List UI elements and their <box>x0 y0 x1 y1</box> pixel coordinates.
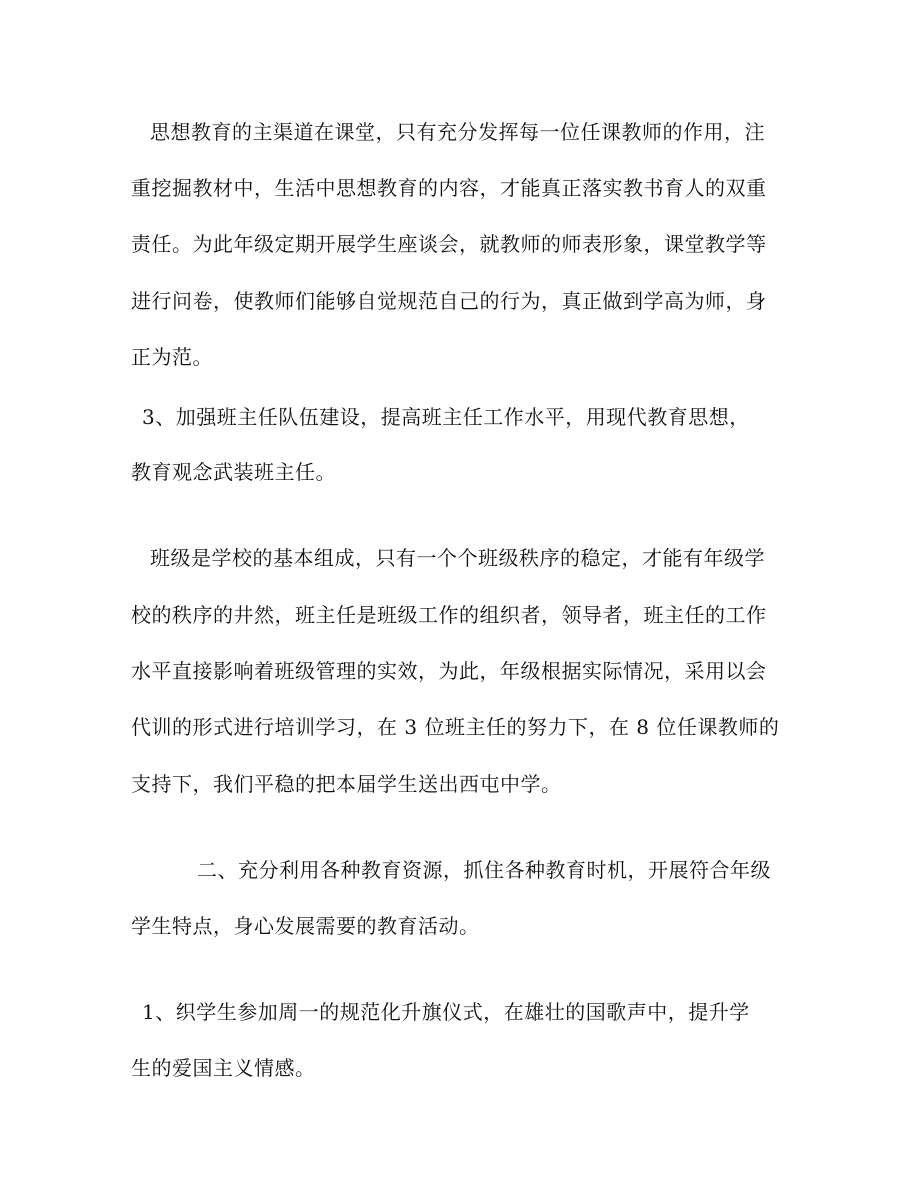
paragraph-3-line-2: 校的秩序的井然，班主任是班级工作的组织者，领导者，班主任的工作 <box>131 603 767 627</box>
paragraph-4-line-1: 二、充分利用各种教育资源，抓住各种教育时机，开展符合年级 <box>197 858 771 882</box>
paragraph-2-line-2: 教育观念武装班主任。 <box>131 460 336 484</box>
paragraph-1-line-5: 正为范。 <box>131 345 213 369</box>
paragraph-1-line-2: 重挖掘教材中，生活中思想教育的内容，才能真正落实教书育人的双重 <box>131 176 767 200</box>
paragraph-5-line-2: 生的爱国主义情感。 <box>131 1056 316 1080</box>
paragraph-2-line-1: 3、加强班主任队伍建设，提高班主任工作水平，用现代教育思想， <box>142 405 750 429</box>
paragraph-5-line-1: 1、织学生参加周一的规范化升旗仪式，在雄壮的国歌声中，提升学 <box>142 1000 750 1024</box>
paragraph-3-line-4: 代训的形式进行培训学习，在 3 位班主任的努力下，在 8 位任课教师的 <box>131 715 780 739</box>
paragraph-1-line-3: 责任。为此年级定期开展学生座谈会，就教师的师表形象，课堂教学等 <box>131 232 767 256</box>
paragraph-1-line-4: 进行问卷，使教师们能够自觉规范自己的行为，真正做到学高为师，身 <box>131 289 767 313</box>
paragraph-4-line-2: 学生特点，身心发展需要的教育活动。 <box>131 914 480 938</box>
paragraph-1-line-1: 思想教育的主渠道在课堂，只有充分发挥每一位任课教师的作用，注 <box>150 120 765 144</box>
paragraph-3-line-1: 班级是学校的基本组成，只有一个个班级秩序的稳定，才能有年级学 <box>150 546 765 570</box>
paragraph-3-line-5: 支持下，我们平稳的把本届学生送出西屯中学。 <box>131 772 562 796</box>
paragraph-3-line-3: 水平直接影响着班级管理的实效，为此，年级根据实际情况，采用以会 <box>131 659 767 683</box>
